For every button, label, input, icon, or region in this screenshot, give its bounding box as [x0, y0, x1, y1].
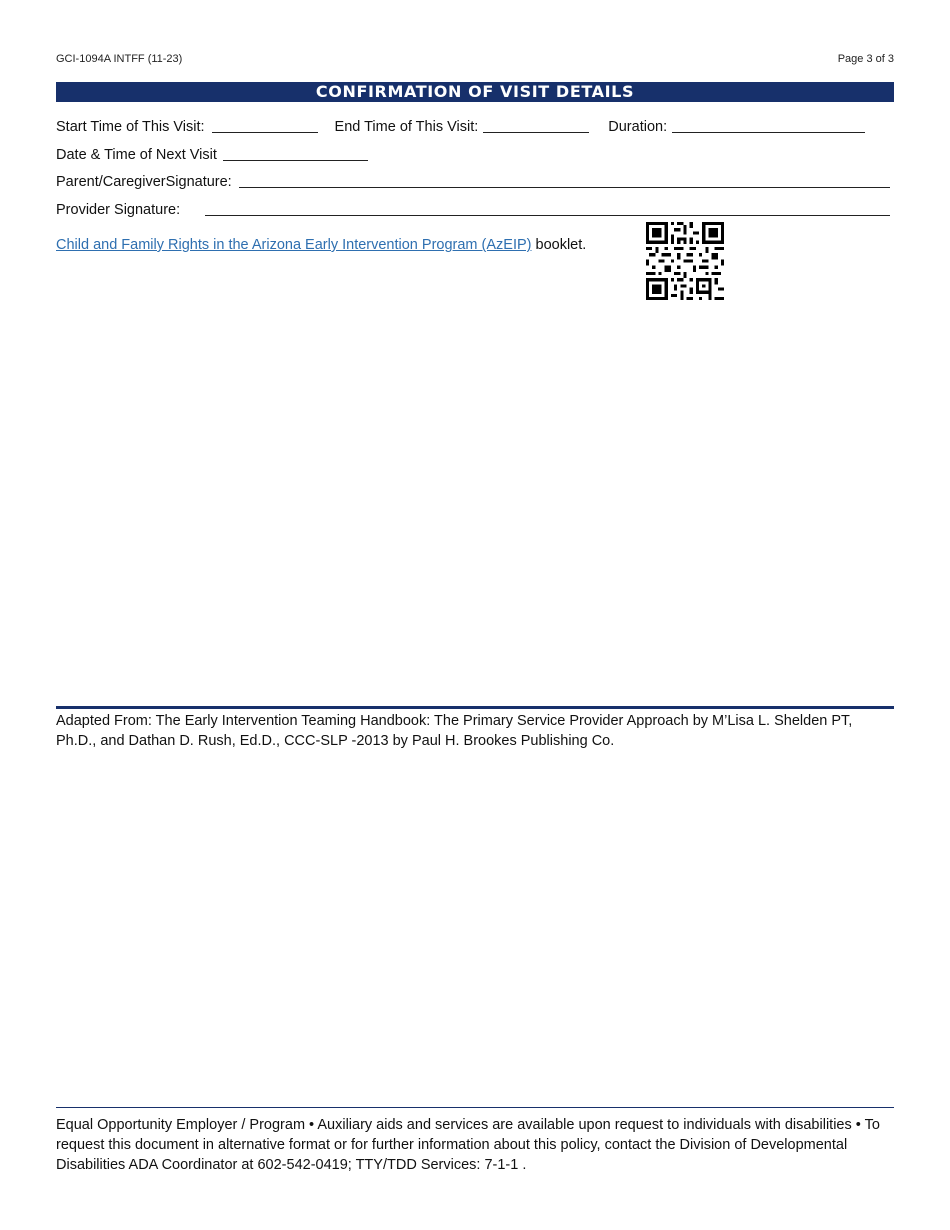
end-time-label: End Time of This Visit: [334, 119, 479, 135]
duration-label: Duration: [608, 119, 668, 135]
rights-booklet-line [56, 237, 586, 253]
rights-booklet-suffix: booklet. [531, 237, 587, 253]
footer-divider [56, 1107, 894, 1108]
page-number: Page 3 of 3 [837, 53, 894, 65]
provider-signature-field[interactable] [205, 201, 890, 216]
adapted-divider [56, 706, 894, 709]
parent-signature-field[interactable] [239, 173, 890, 188]
form-number: GCI-1094A INTFF (11-23) [56, 53, 183, 65]
start-time-label: Start Time of This Visit: [56, 119, 205, 135]
start-time-field[interactable] [212, 118, 318, 133]
parent-signature-row [56, 169, 890, 191]
footer-notice: Equal Opportunity Employer / Program • Auxiliary aids and services are available upon request to individuals with disabilities • To request this document in alternative format or for further information about this policy, contact the Division of Developmental Disabilities ADA Coordinator at 602-542-0419; TTY/TDD Services: 7-1-1 . [56, 1117, 880, 1173]
next-visit-field[interactable] [223, 146, 368, 161]
visit-time-row [56, 114, 890, 136]
section-title-banner: CONFIRMATION OF VISIT DETAILS [56, 82, 894, 102]
provider-signature-label: Provider Signature: [56, 202, 181, 218]
adapted-from-note: Adapted From: The Early Intervention Teaming Handbook: The Primary Service Provider Approach by M’Lisa L. Shelden PT, Ph.D., and Dathan D. Rush, Ed.D., CCC-SLP -2013 by Paul H. Brookes Publishing Co. [56, 713, 853, 749]
qr-code-icon[interactable] [646, 222, 724, 300]
rights-booklet-link[interactable]: Child and Family Rights in the Arizona Early Intervention Program (AzEIP) [56, 237, 532, 253]
end-time-field[interactable] [483, 118, 589, 133]
duration-field[interactable] [672, 118, 865, 133]
provider-signature-row [56, 197, 890, 219]
parent-signature-label: Parent/CaregiverSignature: [56, 174, 232, 190]
next-visit-row [56, 142, 890, 164]
next-visit-label: Date & Time of Next Visit [56, 147, 217, 163]
